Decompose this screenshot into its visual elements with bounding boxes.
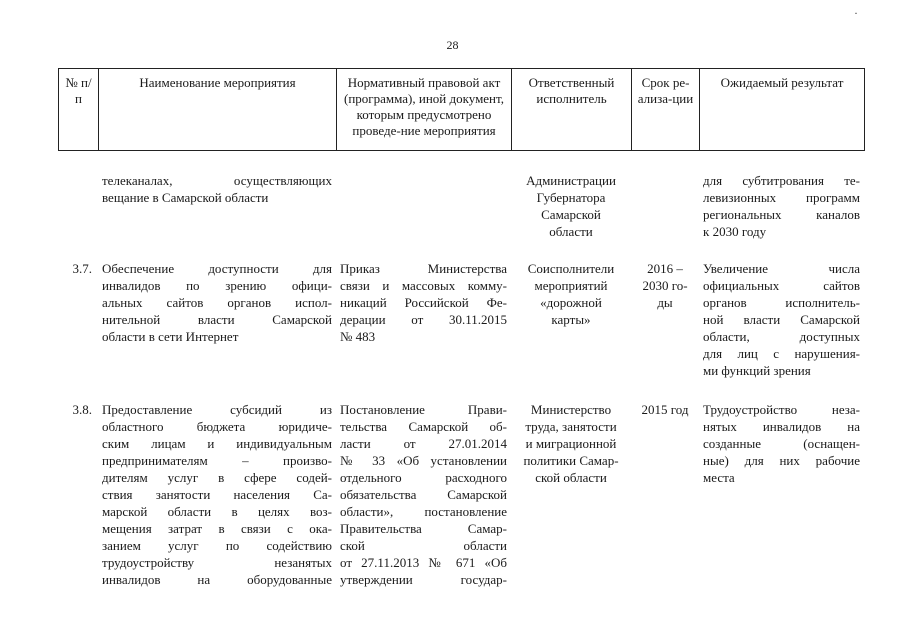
cell-line: нятых инвалидов на (703, 419, 860, 434)
cell-line: области в сети Интернет (102, 329, 239, 344)
cell-line: области», постановление (340, 504, 507, 519)
cell-line: ми функций зрения (703, 363, 811, 378)
cell-line: Трудоустройство неза- (703, 402, 860, 417)
cell-act (336, 379, 511, 588)
header-num: № п/п (59, 69, 99, 151)
cell-line: связи и массовых комму- (340, 278, 507, 293)
table-row (58, 379, 864, 588)
cell-line: Соисполнители (527, 261, 615, 276)
cell-line: официальных сайтов (703, 278, 860, 293)
cell-line: ные) для них рабочие (703, 453, 860, 468)
cell-line: политики Самар- (523, 453, 619, 468)
cell-line: ной власти Самарской (703, 312, 860, 327)
table-body (58, 172, 864, 588)
cell-line: занием услуг по содействию (102, 538, 332, 553)
header-term: Срок ре-ализа-ции (632, 69, 700, 151)
cell-name (98, 240, 336, 379)
page-number: 28 (446, 38, 459, 52)
cell-line: Постановление Прави- (340, 402, 507, 417)
cell-line: Увеличение числа (703, 261, 860, 276)
cell-line: мещения затрат в связи с ока- (102, 521, 332, 536)
header-result: Ожидаемый результат (700, 69, 865, 151)
cell-result (699, 240, 864, 379)
table-row (58, 172, 864, 240)
cell-line: ласти от 27.01.2014 (340, 436, 507, 451)
cell-line: областного бюджета юридиче- (102, 419, 332, 434)
cell-line: «дорожной (540, 295, 602, 310)
cell-line: отдельного расходного (340, 470, 507, 485)
corner-mark: · (854, 6, 858, 20)
header-responsible: Ответственный исполнитель (512, 69, 632, 151)
header-act: Нормативный правовой акт (программа), иной документ, которым предусмотрено проведе-ние мероприятия (337, 69, 512, 151)
cell-term (631, 172, 699, 240)
cell-line: тельства Самарской об- (340, 419, 507, 434)
cell-responsible (511, 240, 631, 379)
cell-line: трудоустройству незанятых (102, 555, 332, 570)
cell-line: ской области (340, 538, 507, 553)
cell-line: ским лицам и индивидуальным (102, 436, 332, 451)
cell-responsible (511, 379, 631, 588)
cell-line: Губернатора (536, 190, 606, 205)
cell-line: утверждении государ- (340, 572, 507, 587)
cell-line: Самарской (541, 207, 601, 222)
cell-line: мероприятий (534, 278, 608, 293)
cell-line: дителям услуг в сфере содей- (102, 470, 332, 485)
cell-line: дерации от 30.11.2015 (340, 312, 507, 327)
cell-line: Предоставление субсидий из (102, 402, 332, 417)
cell-line: Правительства Самар- (340, 521, 507, 536)
cell-line: ды (657, 295, 673, 310)
cell-line: и миграционной (525, 436, 617, 451)
cell-line: Обеспечение доступности для (102, 261, 332, 276)
cell-num (58, 172, 98, 240)
cell-term (631, 240, 699, 379)
cell-line: труда, занятости (525, 419, 617, 434)
cell-line: 2030 го- (642, 278, 688, 293)
cell-line: Администрации (526, 173, 616, 188)
cell-line: № 33 «Об установлении (340, 453, 507, 468)
cell-line: левизионных программ (703, 190, 860, 205)
cell-line: 2016 – (647, 261, 683, 276)
header-name: Наименование мероприятия (99, 69, 337, 151)
cell-line: инвалидов на оборудованные (102, 572, 332, 587)
cell-line: марской области в целях воз- (102, 504, 332, 519)
cell-line: ствия занятости населения Са- (102, 487, 332, 502)
cell-line: ской области (535, 470, 607, 485)
cell-name (98, 379, 336, 588)
cell-line: для субтитрования те- (703, 173, 860, 188)
cell-num: 3.7. (72, 261, 92, 276)
cell-line: к 2030 году (703, 224, 767, 239)
cell-line: альных сайтов органов испол- (102, 295, 332, 310)
cell-line: Приказ Министерства (340, 261, 507, 276)
cell-line: области (549, 224, 593, 239)
cell-line: никаций Российской Фе- (340, 295, 507, 310)
cell-act (336, 172, 511, 240)
cell-line: для лиц с нарушения- (703, 346, 860, 361)
table-row (58, 240, 864, 379)
cell-line: 2015 год (641, 402, 689, 417)
cell-responsible (511, 172, 631, 240)
cell-line: региональных каналов (703, 207, 860, 222)
cell-result (699, 172, 864, 240)
cell-line: предпринимателям – произво- (102, 453, 332, 468)
cell-line: Министерство (530, 402, 612, 417)
cell-line: органов исполнитель- (703, 295, 860, 310)
cell-result (699, 379, 864, 588)
cell-line: от 27.11.2013 № 671 «Об (340, 555, 507, 570)
cell-line: карты» (551, 312, 591, 327)
table-header (58, 68, 865, 151)
cell-line: области, доступных (703, 329, 860, 344)
cell-term (631, 379, 699, 588)
cell-line: нительной власти Самарской (102, 312, 332, 327)
cell-num: 3.8. (72, 402, 92, 417)
cell-line: № 483 (340, 329, 376, 344)
cell-line: созданные (оснащен- (703, 436, 860, 451)
cell-line: вещание в Самарской области (102, 190, 269, 205)
cell-line: инвалидов по зрению офици- (102, 278, 332, 293)
cell-line: телеканалах, осуществляющих (102, 173, 332, 188)
cell-name (98, 172, 336, 240)
cell-act (336, 240, 511, 379)
cell-line: места (703, 470, 735, 485)
cell-line: обязательства Самарской (340, 487, 507, 502)
